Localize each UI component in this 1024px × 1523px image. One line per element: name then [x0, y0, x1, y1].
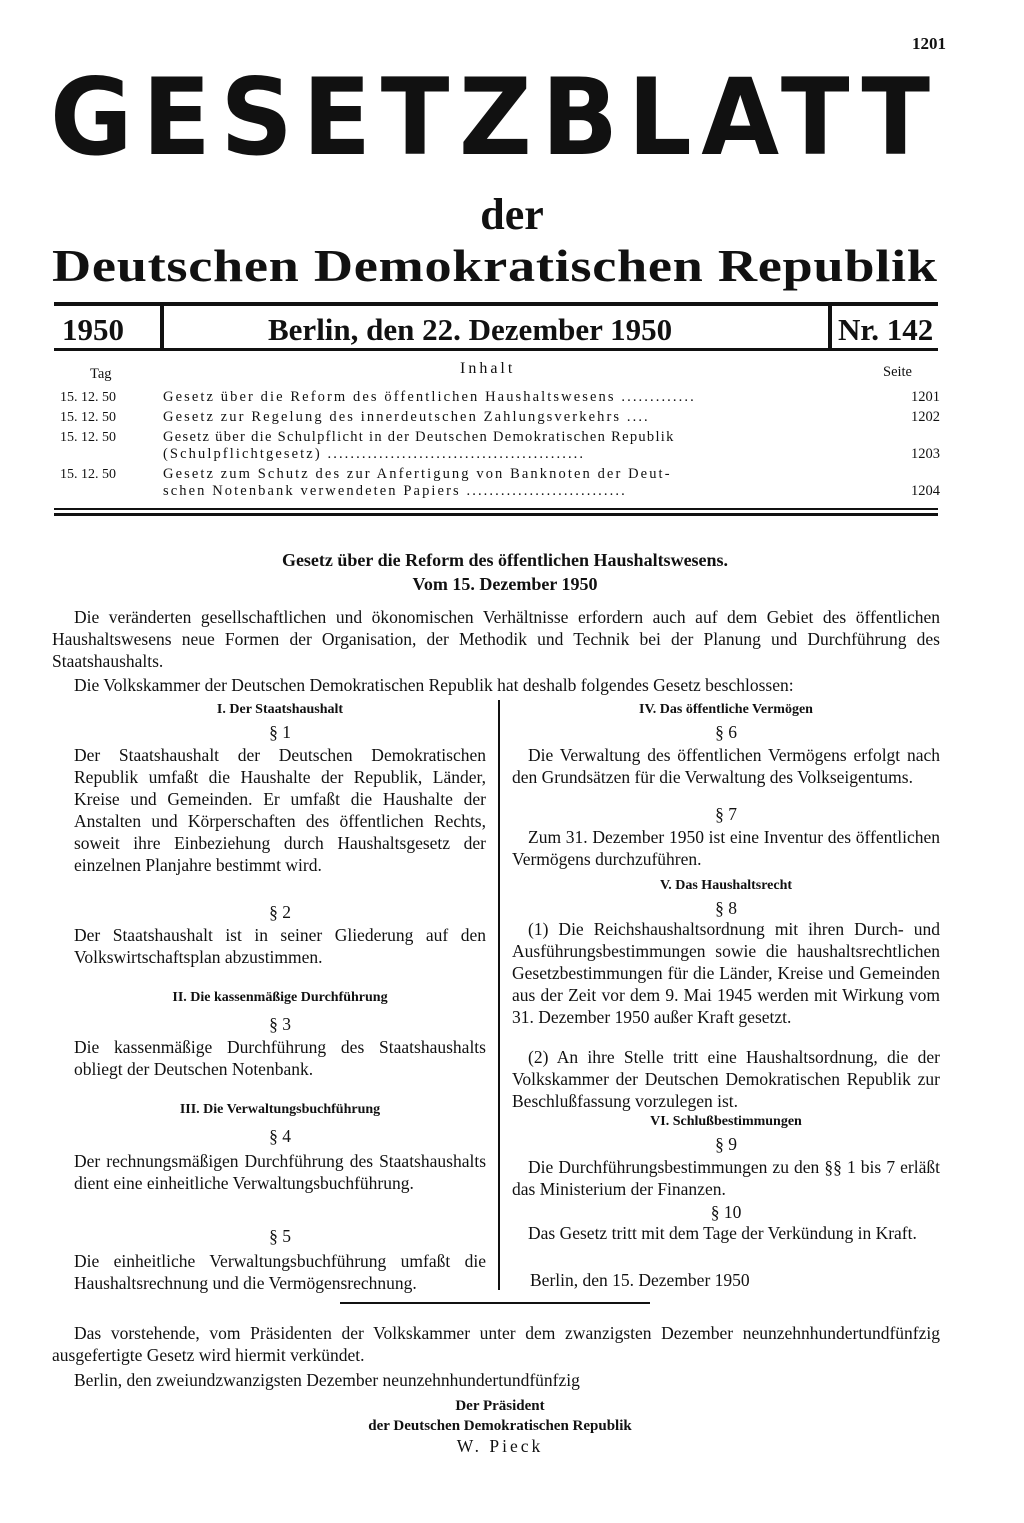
contents-bottom-rule-double: [54, 513, 938, 516]
toc-entry-date: 15. 12. 50: [60, 430, 116, 445]
header-bottom-rule: [54, 348, 938, 351]
paragraph-text: (2) An ihre Stelle tritt eine Haushaltsordnung, die der Volkskammer der Deutschen Demokratischen Republik zur Beschlußfassung vorzulegen ist.: [512, 1047, 940, 1111]
paragraph-mark: § 9: [715, 1134, 737, 1154]
paragraph-mark: § 10: [710, 1202, 742, 1222]
paragraph-mark: § 2: [269, 902, 291, 922]
law-preamble: Die veränderten gesellschaftlichen und ökonomischen Verhältnisse erfordern auch auf dem Gebiet des öffentlichen Haushaltswesens neue Formen der Organisation, der Methodik und Technik bei der Planung und Durchführung des Staatshaushalts.: [52, 607, 940, 671]
section-heading: I. Der Staatshaushalt: [216, 702, 344, 717]
toc-entry-title: Gesetz zur Regelung des innerdeutschen Zahlungsverkehrs ....: [163, 409, 650, 425]
paragraph-text: Die einheitliche Verwaltungsbuchführung umfaßt die Haushaltsrechnung und die Vermögensrechnung.: [74, 1251, 486, 1293]
section-heading: V. Das Haushaltsrecht: [659, 878, 793, 893]
promulgation-place-date: Berlin, den zweiundzwanzigsten Dezember neunzehnhundertundfünfzig: [74, 1370, 580, 1390]
toc-entry-title-continued: (Schulpflichtgesetz) .............................................: [163, 446, 586, 462]
section-heading: III. Die Verwaltungsbuchführung: [179, 1102, 381, 1117]
paragraph-text: Die kassenmäßige Durchführung des Staatshaushalts obliegt der Deutschen Notenbank.: [74, 1037, 486, 1079]
header-divider-right: [828, 306, 832, 348]
masthead-title: GESETZBLATT: [50, 56, 940, 179]
law-date: Vom 15. Dezember 1950: [412, 574, 598, 594]
header-divider-left: [160, 306, 164, 348]
paragraph-text: Der rechnungsmäßigen Durchführung des Staatshaushalts dient eine einheitliche Verwaltungsbuchführung.: [74, 1151, 486, 1193]
masthead-der: der: [480, 190, 544, 239]
separator-rule: [340, 1302, 650, 1304]
section-heading: II. Die kassenmäßige Durchführung: [172, 990, 388, 1005]
president-title: Der Präsident: [455, 1398, 545, 1414]
toc-header-page: Seite: [883, 364, 912, 380]
toc-entry-title-continued: schen Notenbank verwendeten Papiers ............................: [163, 483, 627, 499]
column-divider: [498, 700, 500, 1290]
paragraph-text: Der Staatshaushalt ist in seiner Gliederung auf den Volkswirtschaftsplan abzustimmen.: [74, 925, 486, 967]
toc-entry-date: 15. 12. 50: [60, 410, 116, 425]
paragraph-mark: § 8: [715, 898, 737, 918]
toc-entry-page: 1201: [911, 389, 940, 405]
paragraph-mark: § 7: [715, 804, 737, 824]
law-signed-date: Berlin, den 15. Dezember 1950: [530, 1270, 750, 1290]
paragraph-mark: § 1: [269, 722, 291, 742]
toc-entry-date: 15. 12. 50: [60, 467, 116, 482]
toc-entry-page: 1203: [911, 446, 940, 462]
section-heading: VI. Schlußbestimmungen: [650, 1114, 802, 1129]
toc-entry-title: Gesetz über die Schulpflicht in der Deutschen Demokratischen Republik: [163, 429, 675, 445]
header-top-rule: [54, 302, 938, 306]
issue-number: Nr. 142: [838, 312, 934, 347]
issue-year: 1950: [62, 312, 124, 347]
paragraph-text: Das Gesetz tritt mit dem Tage der Verkündung in Kraft.: [528, 1223, 917, 1243]
paragraph-mark: § 6: [715, 722, 737, 742]
promulgation-text: Das vorstehende, vom Präsidenten der Volkskammer unter dem zwanzigsten Dezember neunzehnhundertundfünfzig ausgefertigte Gesetz wird hiermit verkündet.: [52, 1323, 940, 1365]
toc-entry-date: 15. 12. 50: [60, 390, 116, 405]
issue-place-date: Berlin, den 22. Dezember 1950: [268, 312, 673, 347]
page-number: 1201: [912, 34, 946, 53]
paragraph-text: Die Durchführungsbestimmungen zu den §§ 1 bis 7 erläßt das Ministerium der Finanzen.: [512, 1157, 940, 1199]
toc-entry-title: Gesetz über die Reform des öffentlichen Haushaltswesens .............: [163, 389, 696, 405]
paragraph-text: (1) Die Reichshaushaltsordnung mit ihren Durch- und Ausführungsbestimmungen sowie die haushaltsrechtlichen Gesetzbestimmungen für die Länder, Kreise und Gemeinden aus der Zeit vor dem 9. Mai 1945 werden mit Wirkung vom 31. Dezember 1950 außer Kraft gesetzt.: [512, 919, 940, 1027]
paragraph-text: Zum 31. Dezember 1950 ist eine Inventur des öffentlichen Vermögens durchzuführen.: [512, 827, 940, 869]
masthead-republic: Deutschen Demokratischen Republik: [52, 240, 938, 291]
toc-entry-page: 1204: [911, 483, 940, 499]
toc-entry-page: 1202: [911, 409, 940, 425]
president-of: der Deutschen Demokratischen Republik: [368, 1418, 632, 1434]
toc-header-date: Tag: [90, 366, 112, 382]
president-name: W. Pieck: [456, 1436, 544, 1456]
contents-bottom-rule: [54, 508, 938, 510]
toc-header-title: Inhalt: [460, 360, 516, 377]
section-heading: IV. Das öffentliche Vermögen: [639, 702, 813, 717]
paragraph-mark: § 3: [269, 1014, 291, 1034]
paragraph-text: Der Staatshaushalt der Deutschen Demokratischen Republik umfaßt die Haushalte der Republik, Länder, Kreise und Gemeinden. Er umfaßt die Haushalte der Anstalten und Körperschaften des öffentlichen Rechts, soweit ihre Einbeziehung durch Haushaltsgesetz der einzelnen Planjahre bestimmt wird.: [74, 745, 486, 875]
paragraph-text: Die Verwaltung des öffentlichen Vermögens erfolgt nach den Grundsätzen für die Verwaltung des Volkseigentums.: [512, 745, 940, 787]
paragraph-mark: § 4: [269, 1126, 291, 1146]
law-title: Gesetz über die Reform des öffentlichen Haushaltswesens.: [281, 550, 729, 570]
law-enactment: Die Volkskammer der Deutschen Demokratischen Republik hat deshalb folgendes Gesetz beschlossen:: [74, 675, 794, 695]
toc-entry-title: Gesetz zum Schutz des zur Anfertigung von Banknoten der Deut-: [163, 466, 672, 482]
paragraph-mark: § 5: [269, 1226, 291, 1246]
